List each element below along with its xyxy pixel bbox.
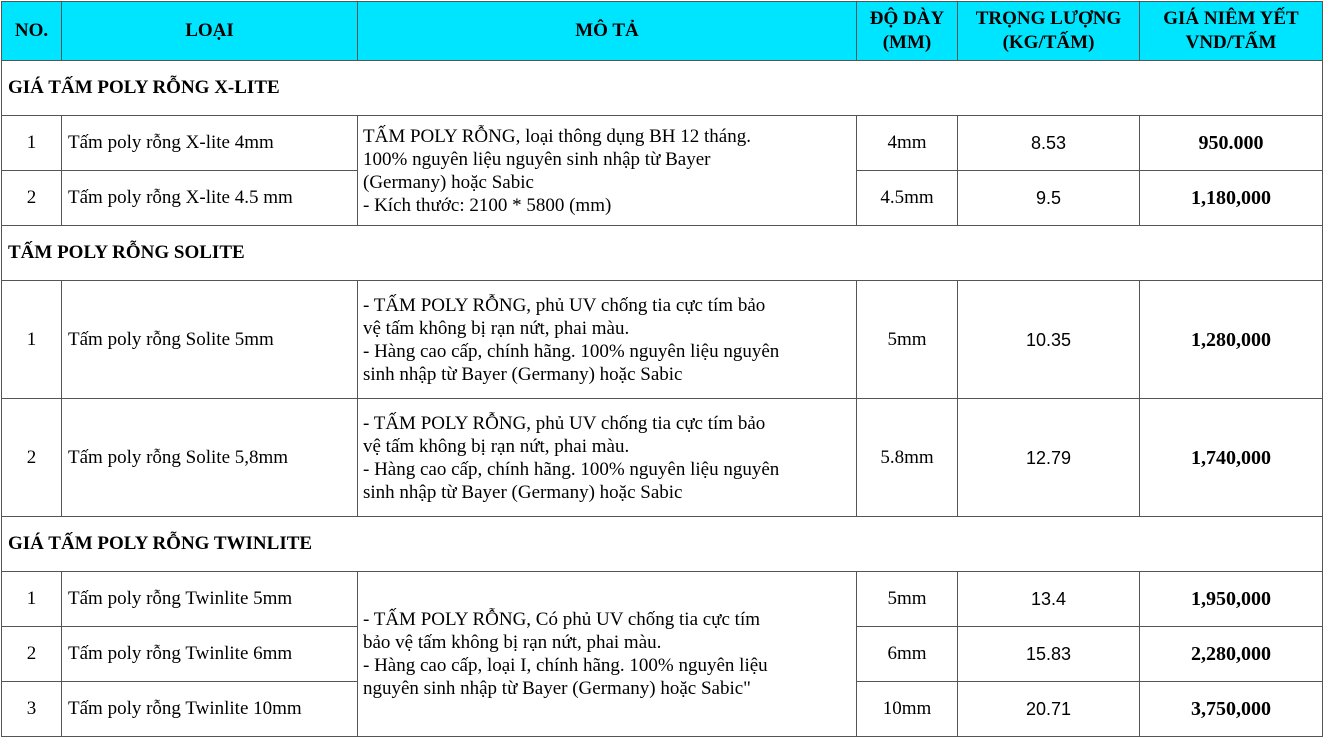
row-price: 3,750,000 [1140,682,1323,737]
row-thickness: 5mm [857,572,958,627]
row-no: 2 [2,171,62,226]
table-row [2,399,1323,517]
row-no: 2 [2,399,62,517]
row-name: Tấm poly rỗng Solite 5,8mm [62,399,358,517]
row-no: 3 [2,682,62,737]
row-weight: 13.4 [958,572,1140,627]
row-weight: 8.53 [958,116,1140,171]
row-no: 2 [2,627,62,682]
row-weight: 12.79 [958,399,1140,517]
header-thickness: ĐỘ DÀY (MM) [857,2,958,61]
price-table [1,1,1323,737]
table-row [2,281,1323,399]
row-desc: - TẤM POLY RỖNG, phủ UV chống tia cực tím bảo vệ tấm không bị rạn nứt, phai màu. - Hàng cao cấp, chính hãng. 100% nguyên liệu nguyên sinh nhập từ Bayer (Germany) hoặc Sabic [358,281,857,399]
row-no: 1 [2,116,62,171]
row-name: Tấm poly rỗng X-lite 4.5 mm [62,171,358,226]
row-no: 1 [2,281,62,399]
section-row [2,61,1323,116]
section-title: TẤM POLY RỖNG SOLITE [2,226,1323,281]
header-desc: MÔ TẢ [358,2,857,61]
row-price: 1,950,000 [1140,572,1323,627]
row-thickness: 4mm [857,116,958,171]
row-price: 950.000 [1140,116,1323,171]
header-row [2,2,1323,61]
section-title: GIÁ TẤM POLY RỖNG X-LITE [2,61,1323,116]
section-row [2,226,1323,281]
row-desc: - TẤM POLY RỖNG, phủ UV chống tia cực tím bảo vệ tấm không bị rạn nứt, phai màu. - Hàng cao cấp, chính hãng. 100% nguyên liệu nguyên sinh nhập từ Bayer (Germany) hoặc Sabic [358,399,857,517]
table-row [2,116,1323,171]
row-weight: 20.71 [958,682,1140,737]
section-title: GIÁ TẤM POLY RỖNG TWINLITE [2,517,1323,572]
row-thickness: 5.8mm [857,399,958,517]
header-type: LOẠI [62,2,358,61]
row-no: 1 [2,572,62,627]
row-name: Tấm poly rỗng Twinlite 6mm [62,627,358,682]
row-weight: 9.5 [958,171,1140,226]
table-row [2,572,1323,627]
row-desc: TẤM POLY RỖNG, loại thông dụng BH 12 tháng. 100% nguyên liệu nguyên sinh nhập từ Bayer (Germany) hoặc Sabic - Kích thước: 2100 * 5800 (mm) [358,116,857,226]
row-price: 1,280,000 [1140,281,1323,399]
row-name: Tấm poly rỗng Twinlite 10mm [62,682,358,737]
row-name: Tấm poly rỗng X-lite 4mm [62,116,358,171]
row-thickness: 6mm [857,627,958,682]
header-no: NO. [2,2,62,61]
row-weight: 10.35 [958,281,1140,399]
row-thickness: 10mm [857,682,958,737]
row-price: 2,280,000 [1140,627,1323,682]
row-desc: - TẤM POLY RỖNG, Có phủ UV chống tia cực tím bảo vệ tấm không bị rạn nứt, phai màu. - Hàng cao cấp, loại I, chính hãng. 100% nguyên liệu nguyên sinh nhập từ Bayer (Germany) hoặc Sabic" [358,572,857,737]
row-price: 1,180,000 [1140,171,1323,226]
header-weight: TRỌNG LƯỢNG (KG/TẤM) [958,2,1140,61]
section-row [2,517,1323,572]
header-price: GIÁ NIÊM YẾT VND/TẤM [1140,2,1323,61]
row-price: 1,740,000 [1140,399,1323,517]
row-name: Tấm poly rỗng Twinlite 5mm [62,572,358,627]
row-thickness: 5mm [857,281,958,399]
row-thickness: 4.5mm [857,171,958,226]
row-weight: 15.83 [958,627,1140,682]
row-name: Tấm poly rỗng Solite 5mm [62,281,358,399]
